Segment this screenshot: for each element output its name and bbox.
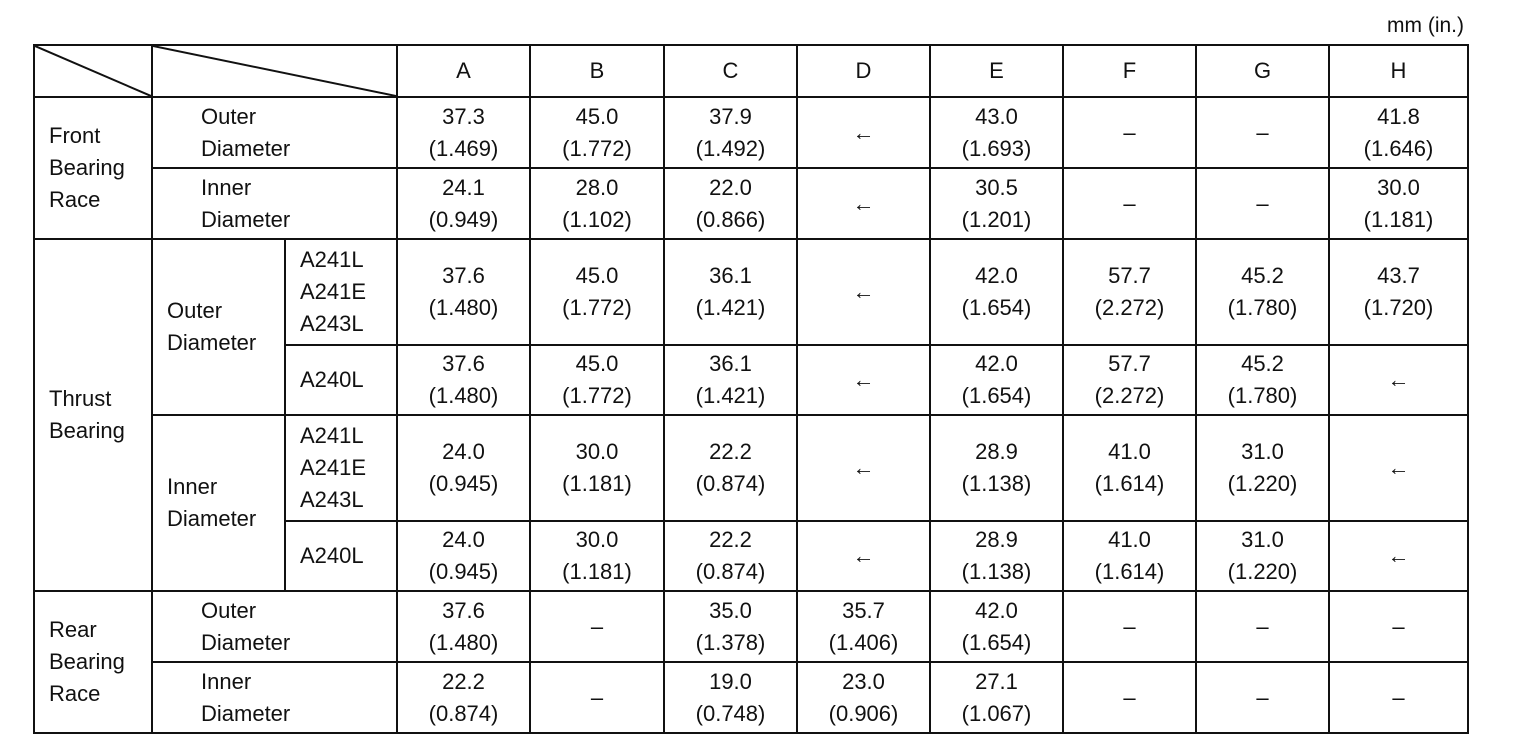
value-cell [797, 415, 930, 521]
model-label: A240L [285, 345, 397, 415]
value-cell [797, 168, 930, 239]
value-cell [797, 662, 930, 733]
value-line: (1.138) [961, 471, 1032, 496]
value-line: (1.646) [1363, 135, 1434, 161]
value-line: (1.406) [828, 629, 899, 655]
value-line: 45.2 [1241, 263, 1284, 288]
value-cell [397, 662, 530, 733]
value-cell [1063, 97, 1196, 168]
value-line: (0.906) [828, 700, 899, 726]
value-line: 30.5 [975, 174, 1018, 200]
column-header: E [930, 45, 1063, 97]
group-label-thrust: Thrust Bearing [34, 239, 152, 591]
value-line: ← [852, 367, 875, 392]
value-line: 43.0 [975, 103, 1018, 129]
model-label: A241L A241E A243L [285, 415, 397, 521]
value-cell [1196, 591, 1329, 662]
value-cell [1196, 97, 1329, 168]
value-line: 37.6 [442, 351, 485, 376]
bearing-race-spec-table [33, 44, 1469, 734]
value-line: 37.3 [442, 103, 485, 129]
value-line: 35.7 [842, 597, 885, 623]
value-line: 37.6 [442, 263, 485, 288]
value-line: (0.748) [695, 700, 766, 726]
value-cell [1329, 168, 1468, 239]
value-line: – [1392, 613, 1405, 639]
value-cell [1329, 521, 1468, 591]
value-cell [930, 345, 1063, 415]
value-line: 24.0 [442, 527, 485, 552]
value-cell [530, 239, 664, 345]
value-cell [797, 239, 930, 345]
value-line: ← [852, 279, 875, 304]
value-cell [930, 97, 1063, 168]
value-line: 45.0 [575, 351, 619, 376]
value-line: – [1256, 613, 1269, 639]
value-line: 22.0 [709, 174, 752, 200]
value-line: (0.874) [428, 700, 499, 726]
table-row [34, 591, 1468, 662]
value-line: 45.0 [575, 263, 619, 288]
value-line: 41.0 [1108, 439, 1151, 464]
value-cell [530, 415, 664, 521]
header-row [34, 45, 1468, 97]
value-line: 42.0 [975, 597, 1018, 623]
value-line: (0.949) [428, 206, 499, 232]
value-cell [664, 97, 797, 168]
value-line: (1.654) [961, 629, 1032, 655]
value-cell [397, 97, 530, 168]
value-line: ← [852, 119, 875, 145]
value-cell [397, 521, 530, 591]
value-line: (1.614) [1094, 559, 1165, 584]
value-cell [1196, 662, 1329, 733]
value-cell [664, 345, 797, 415]
value-line: (0.945) [428, 559, 499, 584]
value-line: (0.866) [695, 206, 766, 232]
value-cell [664, 521, 797, 591]
value-line: 42.0 [975, 351, 1018, 376]
value-cell [397, 345, 530, 415]
value-line: 31.0 [1241, 439, 1284, 464]
table-row [34, 662, 1468, 733]
value-line: (1.772) [562, 135, 632, 161]
value-cell [1063, 239, 1196, 345]
corner-diagonal-cell [34, 45, 152, 97]
value-line: 27.1 [975, 668, 1018, 694]
value-cell [1063, 521, 1196, 591]
value-cell [1329, 97, 1468, 168]
value-cell [1063, 415, 1196, 521]
value-cell [530, 97, 664, 168]
value-cell [664, 415, 797, 521]
value-cell [397, 168, 530, 239]
value-line: 45.2 [1241, 351, 1284, 376]
column-header: C [664, 45, 797, 97]
value-cell [530, 662, 664, 733]
sub-label: Outer Diameter [152, 97, 397, 168]
value-line: 37.6 [442, 597, 485, 623]
value-line: – [1256, 190, 1269, 216]
value-line: 36.1 [709, 263, 752, 288]
value-cell [930, 415, 1063, 521]
unit-label: mm (in.) [1387, 14, 1464, 37]
value-line: (1.654) [961, 383, 1032, 408]
value-cell [1329, 415, 1468, 521]
table-row [34, 168, 1468, 239]
column-header: B [530, 45, 664, 97]
value-line: – [1256, 684, 1269, 710]
value-line: (1.469) [428, 135, 499, 161]
value-line: 35.0 [709, 597, 752, 623]
value-cell [930, 591, 1063, 662]
value-line: (1.654) [961, 295, 1032, 320]
value-cell [664, 591, 797, 662]
model-label: A241L A241E A243L [285, 239, 397, 345]
value-line: (1.480) [428, 383, 499, 408]
value-line: (1.720) [1363, 295, 1434, 320]
value-line: (1.181) [1363, 206, 1434, 232]
value-line: 19.0 [709, 668, 752, 694]
value-line: 36.1 [709, 351, 752, 376]
value-cell [664, 168, 797, 239]
value-cell [664, 662, 797, 733]
value-cell [797, 591, 930, 662]
value-line: (1.480) [428, 295, 499, 320]
value-cell [1329, 239, 1468, 345]
group-label-rear: Rear Bearing Race [34, 591, 152, 733]
value-line: – [1123, 684, 1136, 710]
group-label-front: Front Bearing Race [34, 97, 152, 239]
value-line: (1.201) [961, 206, 1032, 232]
value-line: (1.492) [695, 135, 766, 161]
model-label: A240L [285, 521, 397, 591]
value-line: (1.220) [1227, 471, 1298, 496]
value-cell [1063, 168, 1196, 239]
table-row [34, 415, 1468, 521]
value-cell [1329, 591, 1468, 662]
value-cell [930, 168, 1063, 239]
value-line: (0.874) [695, 471, 766, 496]
sub-label: Inner Diameter [152, 168, 397, 239]
value-line: (1.780) [1227, 295, 1298, 320]
value-line: (1.378) [695, 629, 766, 655]
sub-label: Inner Diameter [152, 662, 397, 733]
value-line: (0.874) [695, 559, 766, 584]
value-cell [1329, 345, 1468, 415]
value-line: (2.272) [1094, 383, 1165, 408]
column-header: A [397, 45, 530, 97]
value-line: (1.780) [1227, 383, 1298, 408]
value-cell [797, 345, 930, 415]
value-line: 24.1 [442, 174, 485, 200]
value-line: 30.0 [575, 527, 619, 552]
value-line: ← [852, 455, 875, 480]
value-line: (0.945) [428, 471, 499, 496]
value-line: (1.421) [695, 383, 766, 408]
value-line: 57.7 [1108, 351, 1151, 376]
value-cell [664, 239, 797, 345]
value-cell [797, 521, 930, 591]
value-line: 22.2 [709, 439, 752, 464]
subheader-diagonal-cell [152, 45, 397, 97]
value-cell [1063, 591, 1196, 662]
value-cell [530, 168, 664, 239]
column-header: H [1329, 45, 1468, 97]
value-cell [930, 239, 1063, 345]
table-row [34, 97, 1468, 168]
value-cell [397, 591, 530, 662]
value-cell [1196, 345, 1329, 415]
value-line: – [1256, 119, 1269, 145]
value-line: – [1123, 190, 1136, 216]
value-cell [530, 591, 664, 662]
table-row [34, 239, 1468, 345]
value-line: 28.9 [975, 527, 1018, 552]
value-line: 24.0 [442, 439, 485, 464]
column-header: D [797, 45, 930, 97]
value-line: 45.0 [575, 103, 619, 129]
value-line: – [1123, 119, 1136, 145]
value-line: 57.7 [1108, 263, 1151, 288]
value-line: 41.8 [1377, 103, 1420, 129]
value-line: ← [852, 190, 875, 216]
value-line: 37.9 [709, 103, 752, 129]
value-line: 28.0 [575, 174, 619, 200]
value-line: – [590, 684, 604, 710]
sub-label: Outer Diameter [152, 239, 285, 415]
value-cell [1196, 415, 1329, 521]
value-cell [1329, 662, 1468, 733]
value-line: 22.2 [442, 668, 485, 694]
value-cell [1196, 239, 1329, 345]
value-line: (1.220) [1227, 559, 1298, 584]
sub-label: Outer Diameter [152, 591, 397, 662]
sub-label: Inner Diameter [152, 415, 285, 591]
value-line: ← [1387, 367, 1410, 392]
value-line: (1.480) [428, 629, 499, 655]
value-line: 41.0 [1108, 527, 1151, 552]
value-line: – [590, 613, 604, 639]
value-line: (1.138) [961, 559, 1032, 584]
value-cell [1196, 521, 1329, 591]
value-line: (1.693) [961, 135, 1032, 161]
value-line: 30.0 [575, 439, 619, 464]
value-line: 30.0 [1377, 174, 1420, 200]
value-line: 28.9 [975, 439, 1018, 464]
value-cell [1063, 662, 1196, 733]
value-line: (1.102) [562, 206, 632, 232]
value-line: ← [852, 543, 875, 568]
value-line: ← [1387, 455, 1410, 480]
value-cell [1063, 345, 1196, 415]
value-line: (1.067) [961, 700, 1032, 726]
value-line: (1.772) [562, 383, 632, 408]
value-line: 43.7 [1377, 263, 1420, 288]
value-cell [530, 345, 664, 415]
value-line: 22.2 [709, 527, 752, 552]
column-header: G [1196, 45, 1329, 97]
value-line: 31.0 [1241, 527, 1284, 552]
value-line: (1.614) [1094, 471, 1165, 496]
value-cell [530, 521, 664, 591]
value-cell [930, 521, 1063, 591]
value-line: (1.421) [695, 295, 766, 320]
column-header: F [1063, 45, 1196, 97]
value-cell [397, 239, 530, 345]
value-cell [1196, 168, 1329, 239]
value-line: 42.0 [975, 263, 1018, 288]
value-line: ← [1387, 543, 1410, 568]
value-cell [397, 415, 530, 521]
value-line: (1.772) [562, 295, 632, 320]
value-line: (1.181) [562, 471, 632, 496]
value-line: (1.181) [562, 559, 632, 584]
value-line: 23.0 [842, 668, 885, 694]
value-line: – [1123, 613, 1136, 639]
value-line: – [1392, 684, 1405, 710]
value-cell [930, 662, 1063, 733]
value-cell [797, 97, 930, 168]
value-line: (2.272) [1094, 295, 1165, 320]
